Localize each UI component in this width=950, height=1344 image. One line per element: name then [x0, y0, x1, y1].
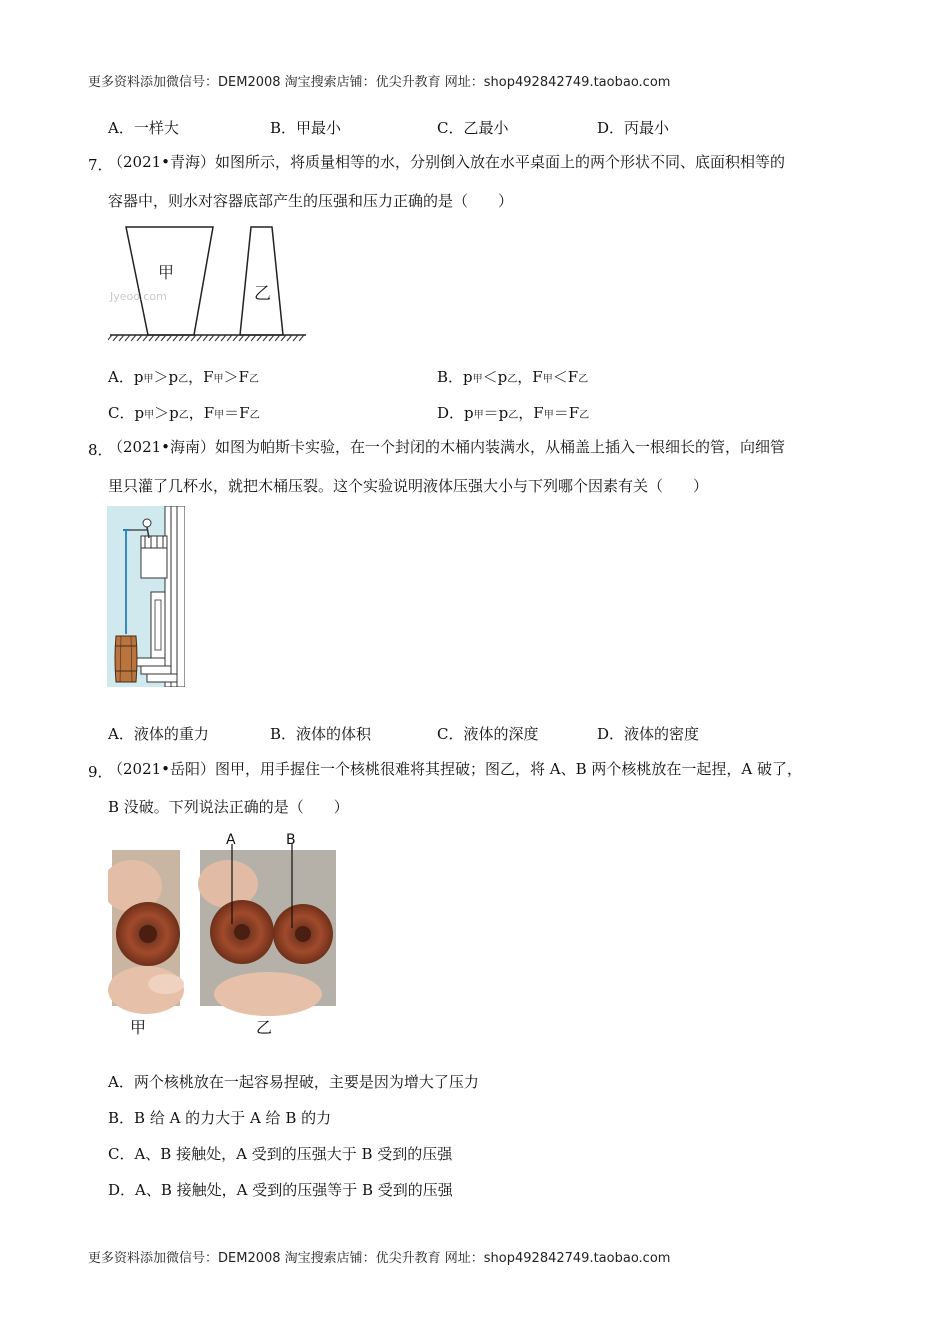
hatch-line — [108, 335, 112, 341]
q6-option-a: A．一样大 — [108, 119, 179, 137]
q8-option-b: B．液体的体积 — [270, 725, 372, 743]
hatch-line — [179, 335, 184, 341]
label-a: A — [226, 832, 236, 848]
hatch-line — [293, 335, 298, 341]
label-yi: 乙 — [254, 284, 271, 304]
q8-option-a: A．液体的重力 — [108, 725, 209, 743]
hatch-line — [299, 335, 304, 341]
hatch-line — [281, 335, 286, 341]
page-header: 更多资料添加微信号：DEM2008 淘宝搜索店铺：优尖升教育 网址：shop492842749.taobao.com — [88, 75, 671, 90]
q8-stem-line1: （2021•海南）如图为帕斯卡实验，在一个封闭的木桶内装满水，从桶盖上插入一根细长的管，向细管 — [108, 438, 786, 456]
q7-containers-figure — [108, 222, 310, 344]
q6-option-d: D．丙最小 — [597, 119, 670, 137]
q8-stem-line2: 里只灌了几杯水，就把木桶压裂。这个实验说明液体压强大小与下列哪个因素有关（ ） — [108, 477, 709, 495]
hatch-line — [185, 335, 190, 341]
q9-option-a: A．两个核桃放在一起容易捏破，主要是因为增大了压力 — [108, 1073, 479, 1091]
hatch-line — [113, 335, 118, 341]
hatch-line — [215, 335, 220, 341]
q6-option-c: C．乙最小 — [437, 119, 509, 137]
q9-option-c: C．A、B 接触处，A 受到的压强大于 B 受到的压强 — [108, 1145, 453, 1163]
q9-stem-line2: B 没破。下列说法正确的是（ ） — [108, 798, 349, 816]
hatch-line — [143, 335, 148, 341]
table-hatching — [108, 335, 304, 341]
q7-option-a: A．p甲＞p乙，F甲＞F乙 — [108, 368, 259, 386]
hatch-line — [227, 335, 232, 341]
q7-number: 7． — [88, 156, 113, 174]
hatch-line — [155, 335, 160, 341]
q9-stem-line1: （2021•岳阳）图甲，用手握住一个核桃很难将其捏破；图乙，将 A、B 两个核桃放在一起捏，A 破了， — [108, 760, 803, 778]
caption-yi: 乙 — [256, 1018, 273, 1037]
caption-jia: 甲 — [130, 1018, 147, 1037]
hatch-line — [125, 335, 130, 341]
hatch-line — [173, 335, 178, 341]
hatch-line — [119, 335, 124, 341]
hatch-line — [137, 335, 142, 341]
hatch-line — [269, 335, 274, 341]
hatch-line — [287, 335, 292, 341]
label-jia: 甲 — [158, 263, 175, 282]
hatch-line — [209, 335, 214, 341]
hatch-line — [257, 335, 262, 341]
q9-option-b: B．B 给 A 的力大于 A 给 B 的力 — [108, 1109, 332, 1127]
container-yi — [240, 227, 283, 335]
q8-number: 8． — [88, 441, 113, 459]
q9-option-d: D．A、B 接触处，A 受到的压强等于 B 受到的压强 — [108, 1181, 453, 1199]
q7-stem-line1: （2021•青海）如图所示，将质量相等的水，分别倒入放在水平桌面上的两个形状不同、底面积相等的 — [108, 153, 786, 171]
hatch-line — [263, 335, 268, 341]
hatch-line — [131, 335, 136, 341]
hatch-line — [191, 335, 196, 341]
q6-option-b: B．甲最小 — [270, 119, 342, 137]
hatch-line — [233, 335, 238, 341]
hatch-line — [251, 335, 256, 341]
label-b: B — [286, 832, 296, 848]
q7-option-d: D．p甲＝p乙，F甲＝F乙 — [437, 404, 590, 422]
q9-number: 9． — [88, 763, 113, 781]
q7-option-c: C．p甲＞p乙，F甲＝F乙 — [108, 404, 260, 422]
q8-option-d: D．液体的密度 — [597, 725, 700, 743]
hatch-line — [275, 335, 280, 341]
q9-walnut-figure — [108, 828, 340, 1040]
hatch-line — [167, 335, 172, 341]
hatch-line — [245, 335, 250, 341]
hatch-line — [203, 335, 208, 341]
q7-stem-line2: 容器中，则水对容器底部产生的压强和压力正确的是（ ） — [108, 192, 514, 210]
hatch-line — [197, 335, 202, 341]
q8-pascal-barrel-figure — [107, 506, 185, 687]
page-footer: 更多资料添加微信号：DEM2008 淘宝搜索店铺：优尖升教育 网址：shop492842749.taobao.com — [88, 1251, 671, 1266]
hatch-line — [221, 335, 226, 341]
q7-option-b: B．p甲＜p乙，F甲＜F乙 — [437, 368, 589, 386]
watermark: Jyeoo.com — [110, 290, 167, 303]
hatch-line — [239, 335, 244, 341]
hatch-line — [161, 335, 166, 341]
q8-option-c: C．液体的深度 — [437, 725, 539, 743]
hatch-line — [149, 335, 154, 341]
